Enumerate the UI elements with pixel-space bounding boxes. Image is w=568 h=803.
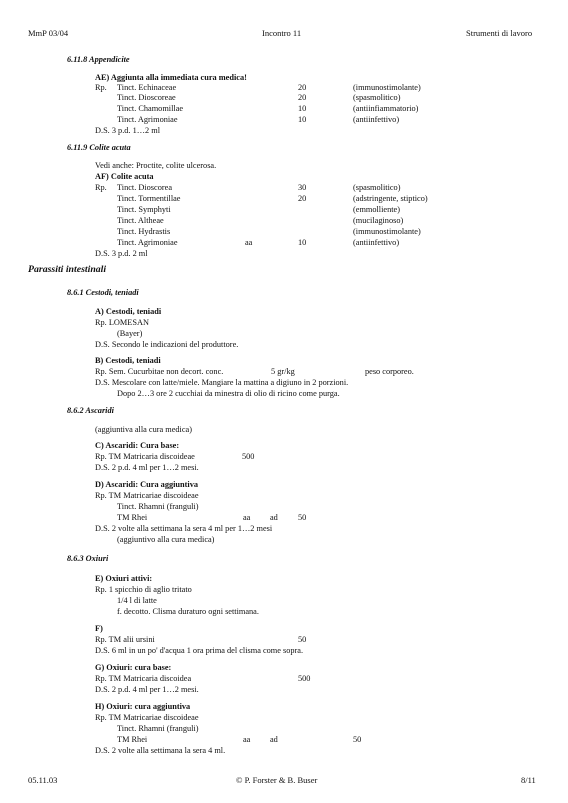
footer-left: 05.11.03 [28, 775, 58, 785]
d-rp: Rp. TM Matricariae discoideae [95, 491, 199, 500]
h-aa: aa [243, 735, 251, 744]
f-rp: Rp. TM alii ursini [95, 635, 155, 644]
h-ad: ad [270, 735, 278, 744]
ingredient-name: Tinct. Hydrastis [117, 227, 171, 236]
b-ds: D.S. Mescolare con latte/miele. Mangiare la mattina a digiuno in 2 porzioni. [95, 378, 349, 387]
ingredient-note: (mucilaginoso) [353, 216, 404, 225]
ingredient-qty: 30 [298, 183, 307, 192]
f-title: F) [95, 624, 103, 633]
header-center: Incontro 11 [262, 28, 302, 38]
c-qty: 500 [242, 452, 255, 461]
ingredient-name: Tinct. Agrimoniae [117, 238, 178, 247]
ingredient-note: (adstringente, stiptico) [353, 194, 428, 203]
d-r3: TM Rhei [117, 513, 148, 522]
d-ds: D.S. 2 volte alla settimana la sera 4 ml per 1…2 mesi [95, 524, 273, 533]
a-rp: Rp. LOMESAN [95, 318, 149, 327]
ingredient-aa: aa [245, 238, 253, 247]
d-r2: Tinct. Rhamni (franguli) [117, 502, 199, 511]
section-863-title: 8.6.3 Oxiuri [67, 554, 109, 563]
e-r2: 1/4 l di latte [117, 596, 157, 605]
ingredient-name: Tinct. Dioscorea [117, 183, 172, 192]
header-left: MmP 03/04 [28, 28, 69, 38]
ingredient-note: (immunostimolante) [353, 83, 421, 92]
h-r3: TM Rhei [117, 735, 148, 744]
ingredient-qty: 20 [298, 93, 307, 102]
a-bayer: (Bayer) [117, 329, 143, 338]
h-rp: Rp. TM Matricariae discoideae [95, 713, 199, 722]
ingredient-qty: 10 [298, 115, 307, 124]
ingredient-name: Tinct. Agrimoniae [117, 115, 178, 124]
footer-center: © P. Forster & B. Buser [236, 775, 318, 785]
ae-title: AE) Aggiunta alla immediata cura medica! [95, 73, 247, 82]
ingredient-qty: 20 [298, 83, 307, 92]
ingredient-note: (spasmolitico) [353, 93, 401, 102]
e-title: E) Oxiuri attivi: [95, 574, 153, 583]
ingredient-qty: 20 [298, 194, 307, 203]
g-qty: 500 [298, 674, 311, 683]
b-dose: 5 gr/kg [271, 367, 295, 376]
f-qty: 50 [298, 635, 307, 644]
b-title: B) Cestodi, teniadi [95, 356, 161, 365]
g-ds: D.S. 2 p.d. 4 ml per 1…2 mesi. [95, 685, 199, 694]
h-title: H) Oxiuri: cura aggiuntiva [95, 702, 191, 711]
d-aa: aa [243, 513, 251, 522]
footer-right: 8/11 [521, 775, 536, 785]
f-ds: D.S. 6 ml in un po' d'acqua 1 ora prima del clisma come sopra. [95, 646, 304, 655]
section-861-title: 8.6.1 Cestodi, teniadi [67, 288, 139, 297]
g-title: G) Oxiuri: cura base: [95, 663, 172, 672]
c-ds: D.S. 2 p.d. 4 ml per 1…2 mesi. [95, 463, 199, 472]
e-r3: f. decotto. Clisma duraturo ogni settimana. [117, 607, 259, 616]
ingredient-qty: 10 [298, 104, 307, 113]
c-rp: Rp. TM Matricaria discoideae [95, 452, 195, 461]
ingredient-note: (antiinfettivo) [353, 115, 400, 124]
ingredient-note: (antiinfettivo) [353, 238, 400, 247]
h-r2: Tinct. Rhamni (franguli) [117, 724, 199, 733]
dosage: D.S. 3 p.d. 2 ml [95, 249, 148, 258]
ingredient-name: Tinct. Symphyti [117, 205, 171, 214]
a-title: A) Cestodi, teniadi [95, 307, 162, 316]
section-6118-title: 6.11.8 Appendicite [67, 55, 130, 64]
see-also: Vedi anche: Proctite, colite ulcerosa. [95, 161, 217, 170]
ingredient-name: Tinct. Tormentillae [117, 194, 181, 203]
ingredient-note: (immunostimolante) [353, 227, 421, 236]
b-note: peso corporeo. [365, 367, 414, 376]
ingredient-name: Tinct. Echinaceae [117, 83, 177, 92]
rp-label: Rp. [95, 83, 107, 92]
header-right: Strumenti di lavoro [466, 28, 533, 38]
af-title: AF) Colite acuta [95, 172, 154, 181]
dosage: D.S. 3 p.d. 1…2 ml [95, 126, 160, 135]
chapter-title: Parassiti intestinali [28, 264, 107, 275]
section-6119-title: 6.11.9 Colite acuta [67, 143, 131, 152]
ingredient-name: Tinct. Dioscoreae [117, 93, 176, 102]
e-rp: Rp. 1 spicchio di aglio tritato [95, 585, 192, 594]
d-title: D) Ascaridi: Cura aggiuntiva [95, 480, 199, 489]
ingredient-note: (emmolliente) [353, 205, 400, 214]
b-rp: Rp. Sem. Cucurbitae non decort. conc. [95, 367, 224, 376]
b-ds2: Dopo 2…3 ore 2 cucchiai da minestra di olio di ricino come purga. [117, 389, 340, 398]
d-ds2: (aggiuntivo alla cura medica) [117, 535, 215, 544]
c-title: C) Ascaridi: Cura base: [95, 441, 180, 450]
intro: (aggiuntiva alla cura medica) [95, 425, 192, 434]
ingredient-note: (spasmolitico) [353, 183, 401, 192]
g-rp: Rp. TM Matricaria discoidea [95, 674, 192, 683]
ingredient-note: (antiinfiammatorio) [353, 104, 419, 113]
d-ad: ad [270, 513, 278, 522]
ingredient-name: Tinct. Altheae [117, 216, 164, 225]
d-qty: 50 [298, 513, 307, 522]
h-qty: 50 [353, 735, 362, 744]
a-ds: D.S. Secondo le indicazioni del produttore. [95, 340, 239, 349]
section-862-title: 8.6.2 Ascaridi [67, 406, 114, 415]
rp-label: Rp. [95, 183, 107, 192]
ingredient-name: Tinct. Chamomillae [117, 104, 184, 113]
ingredient-qty: 10 [298, 238, 307, 247]
h-ds: D.S. 2 volte alla settimana la sera 4 ml. [95, 746, 226, 755]
